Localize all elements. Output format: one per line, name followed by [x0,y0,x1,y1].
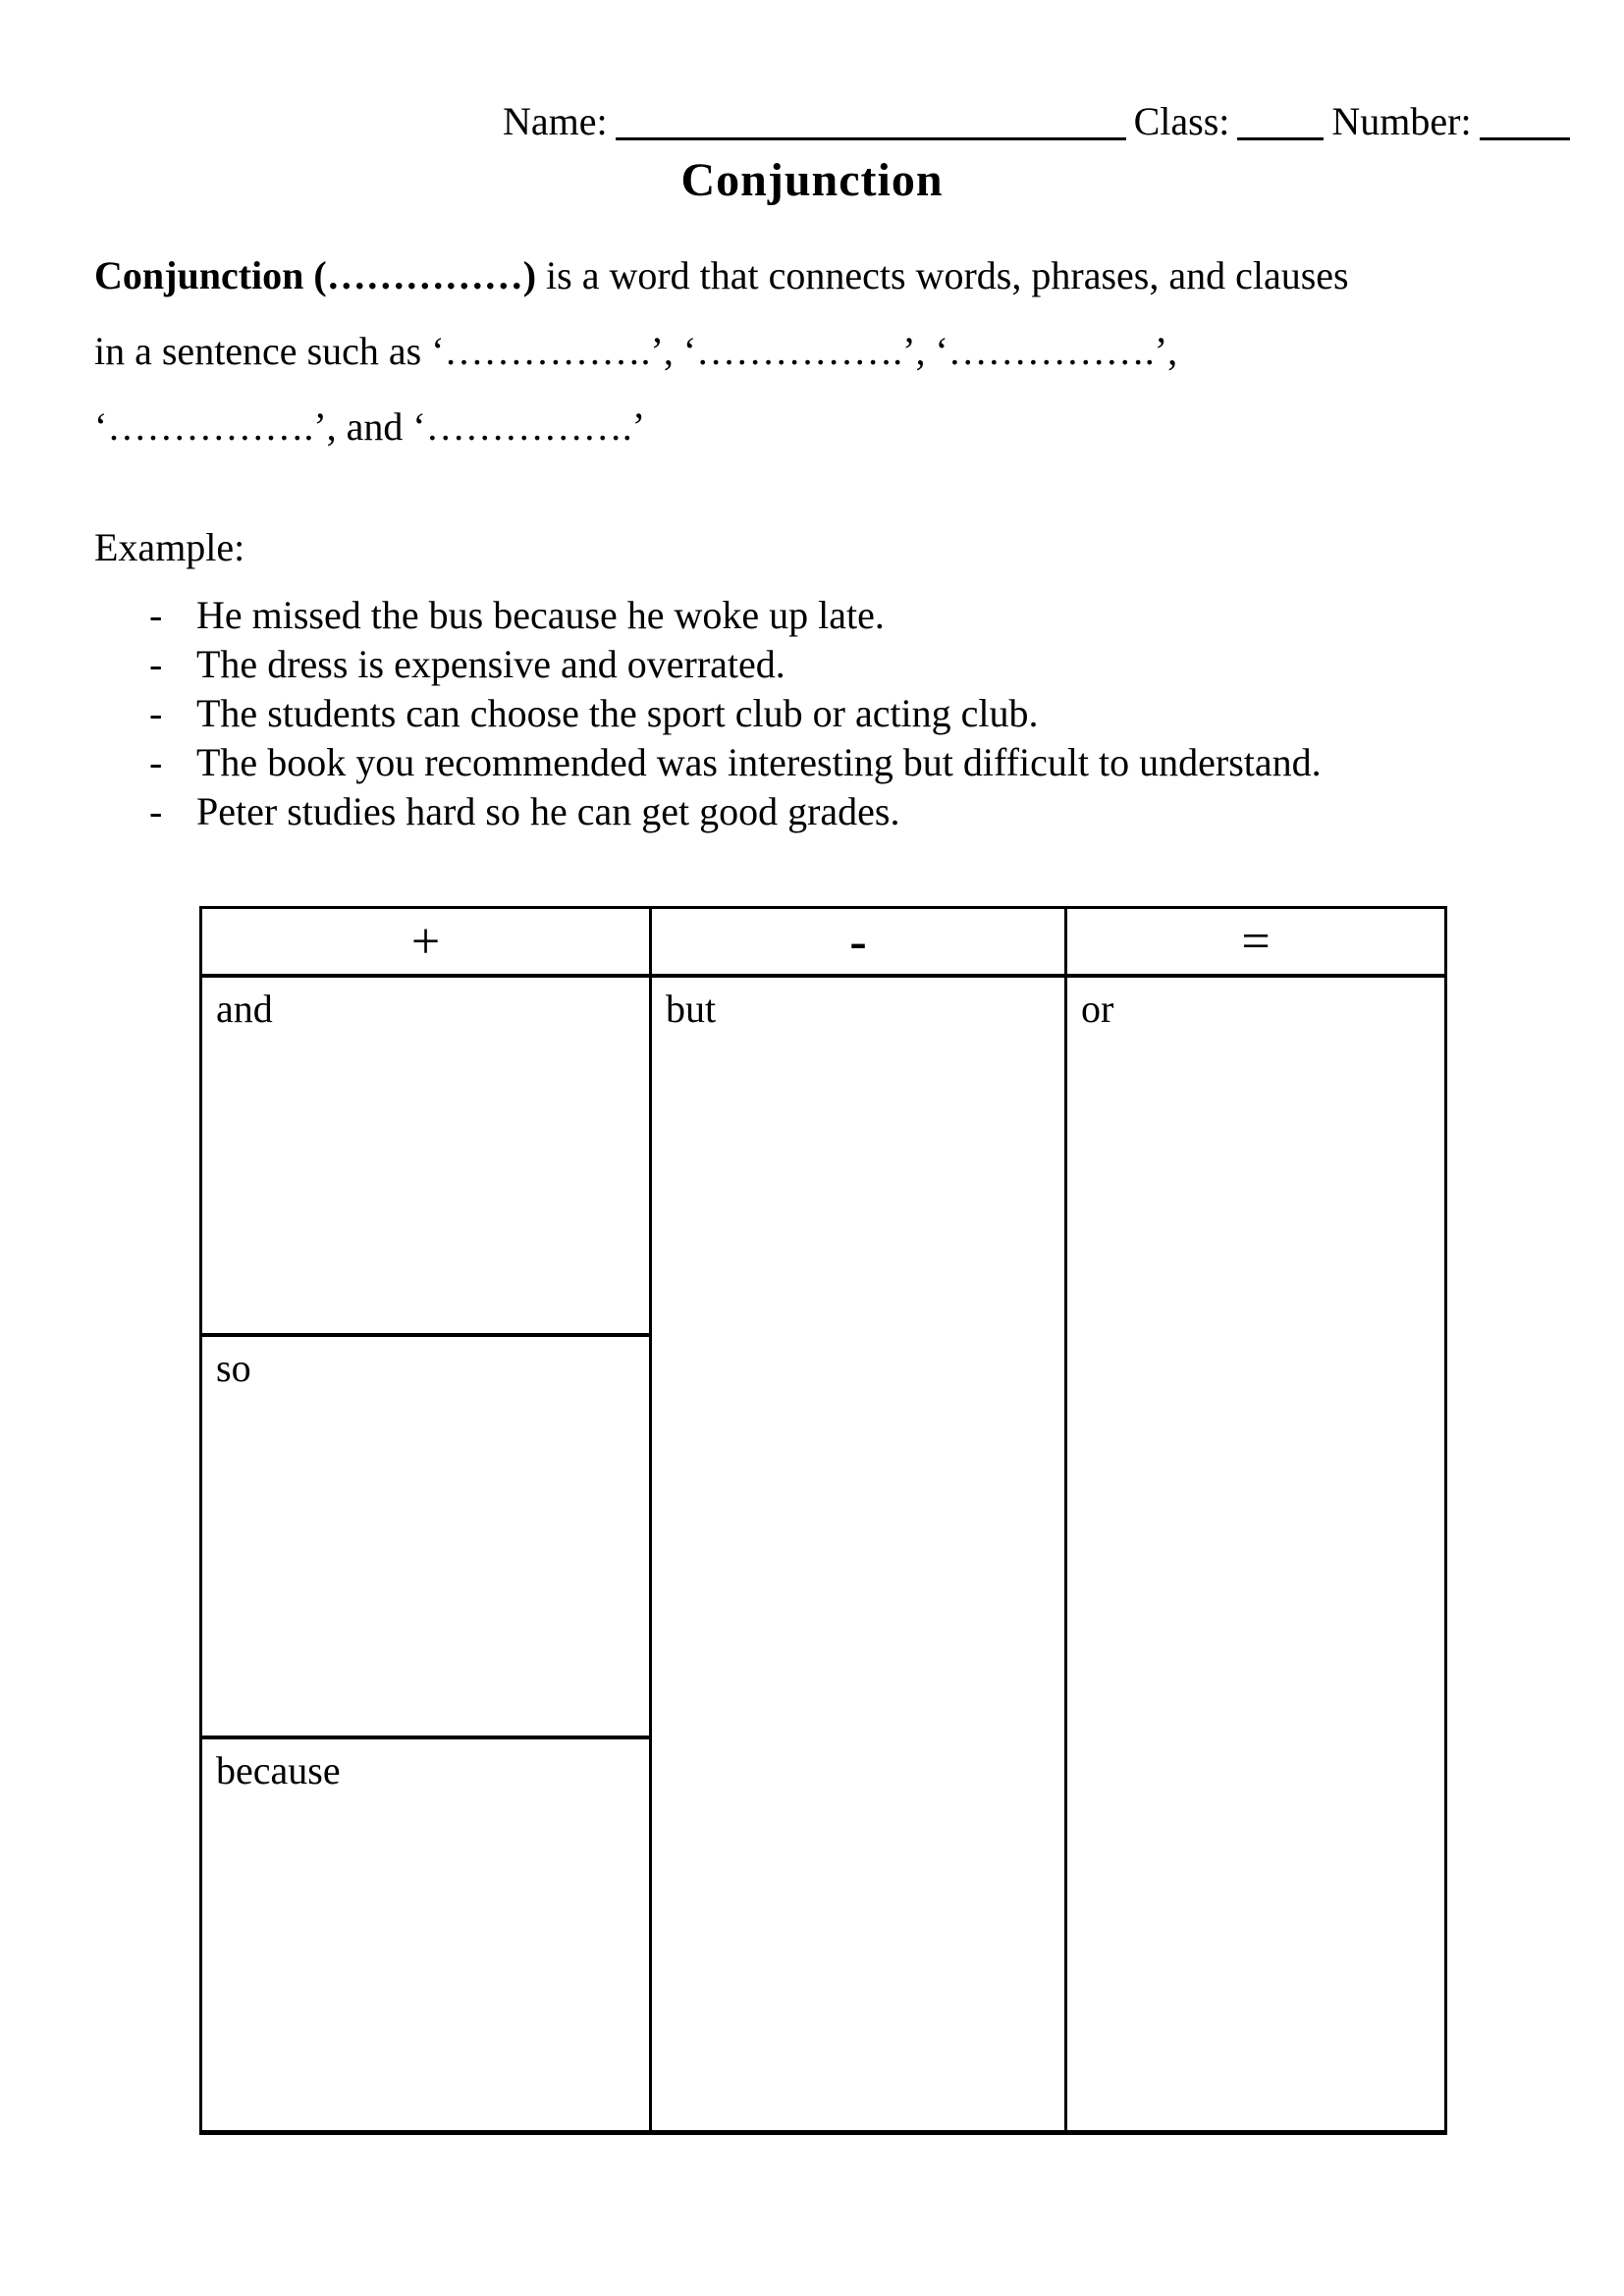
example-item-text: The book you recommended was interesting but difficult to understand. [196,740,1322,784]
definition-line-2: in a sentence such as ‘…………….’, ‘…………….’, ‘…………….’, [94,329,1178,373]
definition-bold-lead: Conjunction (……………) [94,253,537,297]
bullet-dash: - [149,642,163,686]
example-item [149,689,1322,738]
page-title: Conjunction [680,154,944,206]
conjunction-table [199,906,1447,2135]
equals-symbol: = [1241,913,1271,970]
table-cell-and: and [216,987,273,1031]
name-label: Name: [503,99,608,143]
definition-line-1 [94,238,1547,313]
table-cell-because: because [202,1735,649,2130]
bullet-dash: - [149,593,163,637]
number-blank-line [1480,131,1570,140]
bullet-dash: - [149,789,163,833]
example-item-text: The dress is expensive and overrated. [196,642,785,686]
definition-line1-rest: is a word that connects words, phrases, and clauses [536,253,1349,297]
plus-symbol: + [410,913,441,970]
example-item-text: The students can choose the sport club or acting club. [196,691,1039,735]
name-blank-line [616,131,1126,140]
equals-header-cell [1067,909,1444,978]
table-cell-so: so [202,1333,649,1735]
example-item [149,738,1322,787]
example-list [149,591,1322,836]
bullet-dash: - [149,740,163,784]
class-label: Class: [1133,99,1230,143]
example-item-text: He missed the bus because he woke up late. [196,593,885,637]
table-cell-or: or [1081,987,1114,1031]
example-item [149,640,1322,689]
example-item [149,591,1322,640]
example-item-text: Peter studies hard so he can get good grades. [196,789,900,833]
definition-line-3: ‘…………….’, and ‘…………….’ [94,404,646,449]
table-column-minus [649,909,1064,2130]
table-cell-but: but [666,987,717,1031]
table-column-equals [1064,909,1444,2130]
definition-paragraph [94,238,1547,464]
number-label: Number: [1331,99,1472,143]
minus-symbol: - [849,913,867,970]
bullet-dash: - [149,691,163,735]
class-blank-line [1237,131,1324,140]
example-item [149,787,1322,836]
example-heading: Example: [94,525,245,569]
table-column-plus [202,909,649,2130]
name-class-number-line [503,98,1578,144]
minus-header-cell [652,909,1064,978]
plus-header-cell [202,909,649,978]
